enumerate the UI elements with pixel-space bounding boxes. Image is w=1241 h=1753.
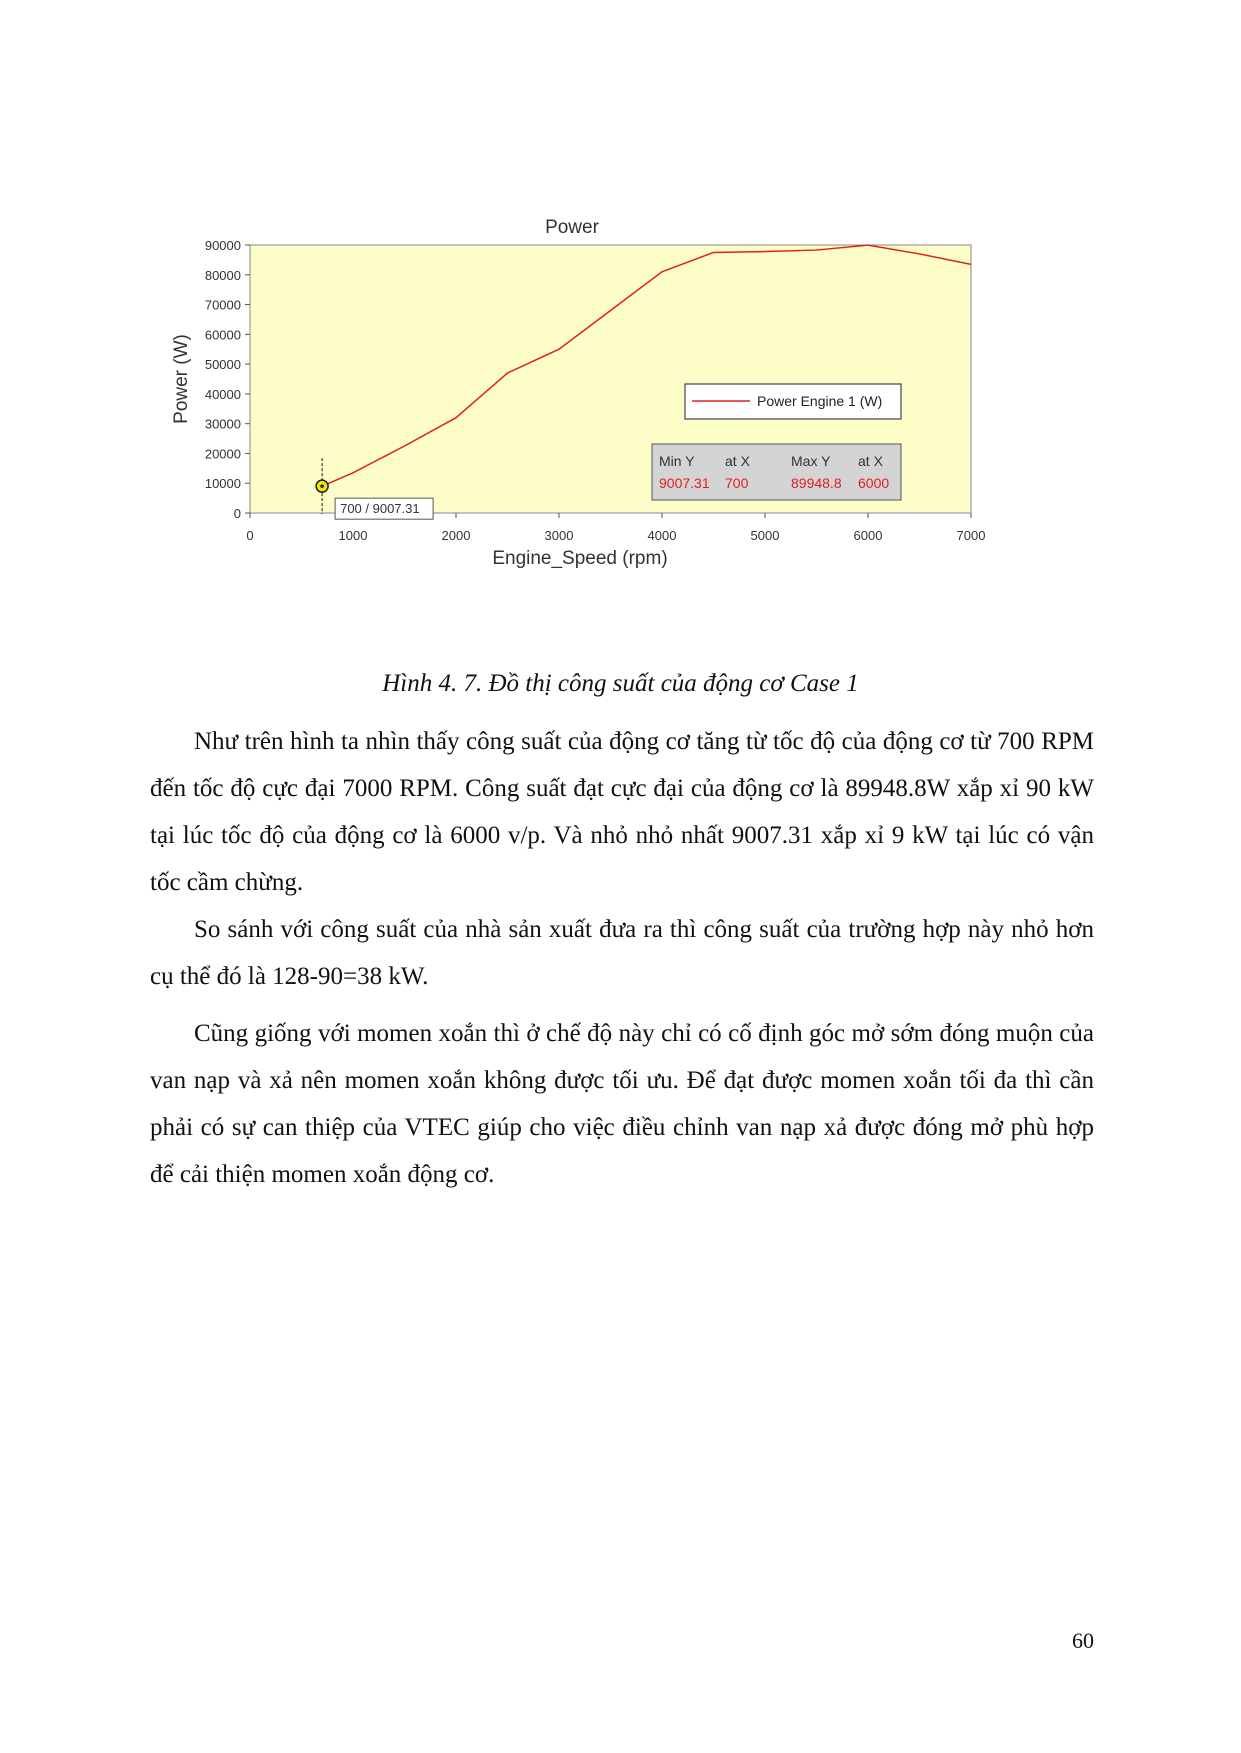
page-number: 60 [1072,1628,1094,1653]
paragraph-1: Như trên hình ta nhìn thấy công suất của động cơ tăng từ tốc độ của động cơ từ 700 RPM đến tốc độ cực đại 7000 RPM. Công suất đạt cực đại của động cơ là 89948.8W xắp xỉ 90 kW tại lúc tốc độ của động cơ là 6000 v/p. Và nhỏ nhỏ nhất 9007.31 xắp xỉ 9 kW tại lúc có vận tốc cầm chừng. [150,728,1094,896]
stats-value-max-y: 89948.8 [791,475,842,491]
x-tick-label: 1000 [338,528,368,543]
chart-title: Power [545,217,599,238]
y-tick-label: 10000 [204,476,241,492]
y-axis-label: Power (W) [171,334,192,424]
y-tick-label: 50000 [204,357,241,373]
stats-header-min-y: Min Y [659,453,695,469]
y-tick-label: 80000 [204,267,241,283]
stats-header-max-y: Max Y [791,453,831,469]
y-tick-label: 40000 [204,386,241,402]
x-tick-label: 3000 [544,528,574,543]
y-tick-label: 60000 [204,327,241,343]
stats-value-max-x: 6000 [858,475,890,491]
y-ticks [205,238,250,521]
legend [685,384,901,419]
stats-header-at-x-2: at X [858,453,883,469]
x-tick-label: 6000 [853,528,883,543]
x-tick-label: 2000 [441,528,471,543]
figure-caption: Hình 4. 7. Đồ thị công suất của động cơ Case 1 [382,670,859,697]
stats-value-min-y: 9007.31 [659,475,710,491]
y-tick-label: 0 [233,506,241,521]
marker-label: 700 / 9007.31 [340,501,420,517]
legend-label: Power Engine 1 (W) [757,393,883,409]
y-tick-label: 20000 [204,446,241,462]
paragraph-2: So sánh với công suất của nhà sản xuất đưa ra thì công suất của trường hợp này nhỏ hơn cụ thể đó là 128-90=38 kW. [150,916,1094,990]
stats-value-min-x: 700 [725,475,749,491]
y-tick-label: 70000 [204,297,241,313]
x-axis-label: Engine_Speed (rpm) [492,548,668,569]
y-tick-label: 30000 [204,416,241,432]
stats-panel [652,444,901,500]
x-tick-label: 0 [246,528,254,543]
x-tick-label: 5000 [750,528,780,543]
marker-center [320,484,324,488]
stats-header-at-x-1: at X [725,453,750,469]
x-tick-label: 4000 [647,528,677,543]
power-chart [160,205,1040,655]
x-tick-label: 7000 [956,528,986,543]
paragraph-3: Cũng giống với momen xoắn thì ở chế độ này chỉ có cố định góc mở sớm đóng muộn của van nạp và xả nên momen xoắn không được tối ưu. Để đạt được momen xoắn tối đa thì cần phải có sự can thiệp của VTEC giúp cho việc điều chỉnh van nạp xả được đóng mở phù hợp để cải thiện momen xoắn động cơ. [150,1020,1094,1188]
power-chart-svg [160,205,1040,655]
y-tick-label: 90000 [204,238,241,253]
